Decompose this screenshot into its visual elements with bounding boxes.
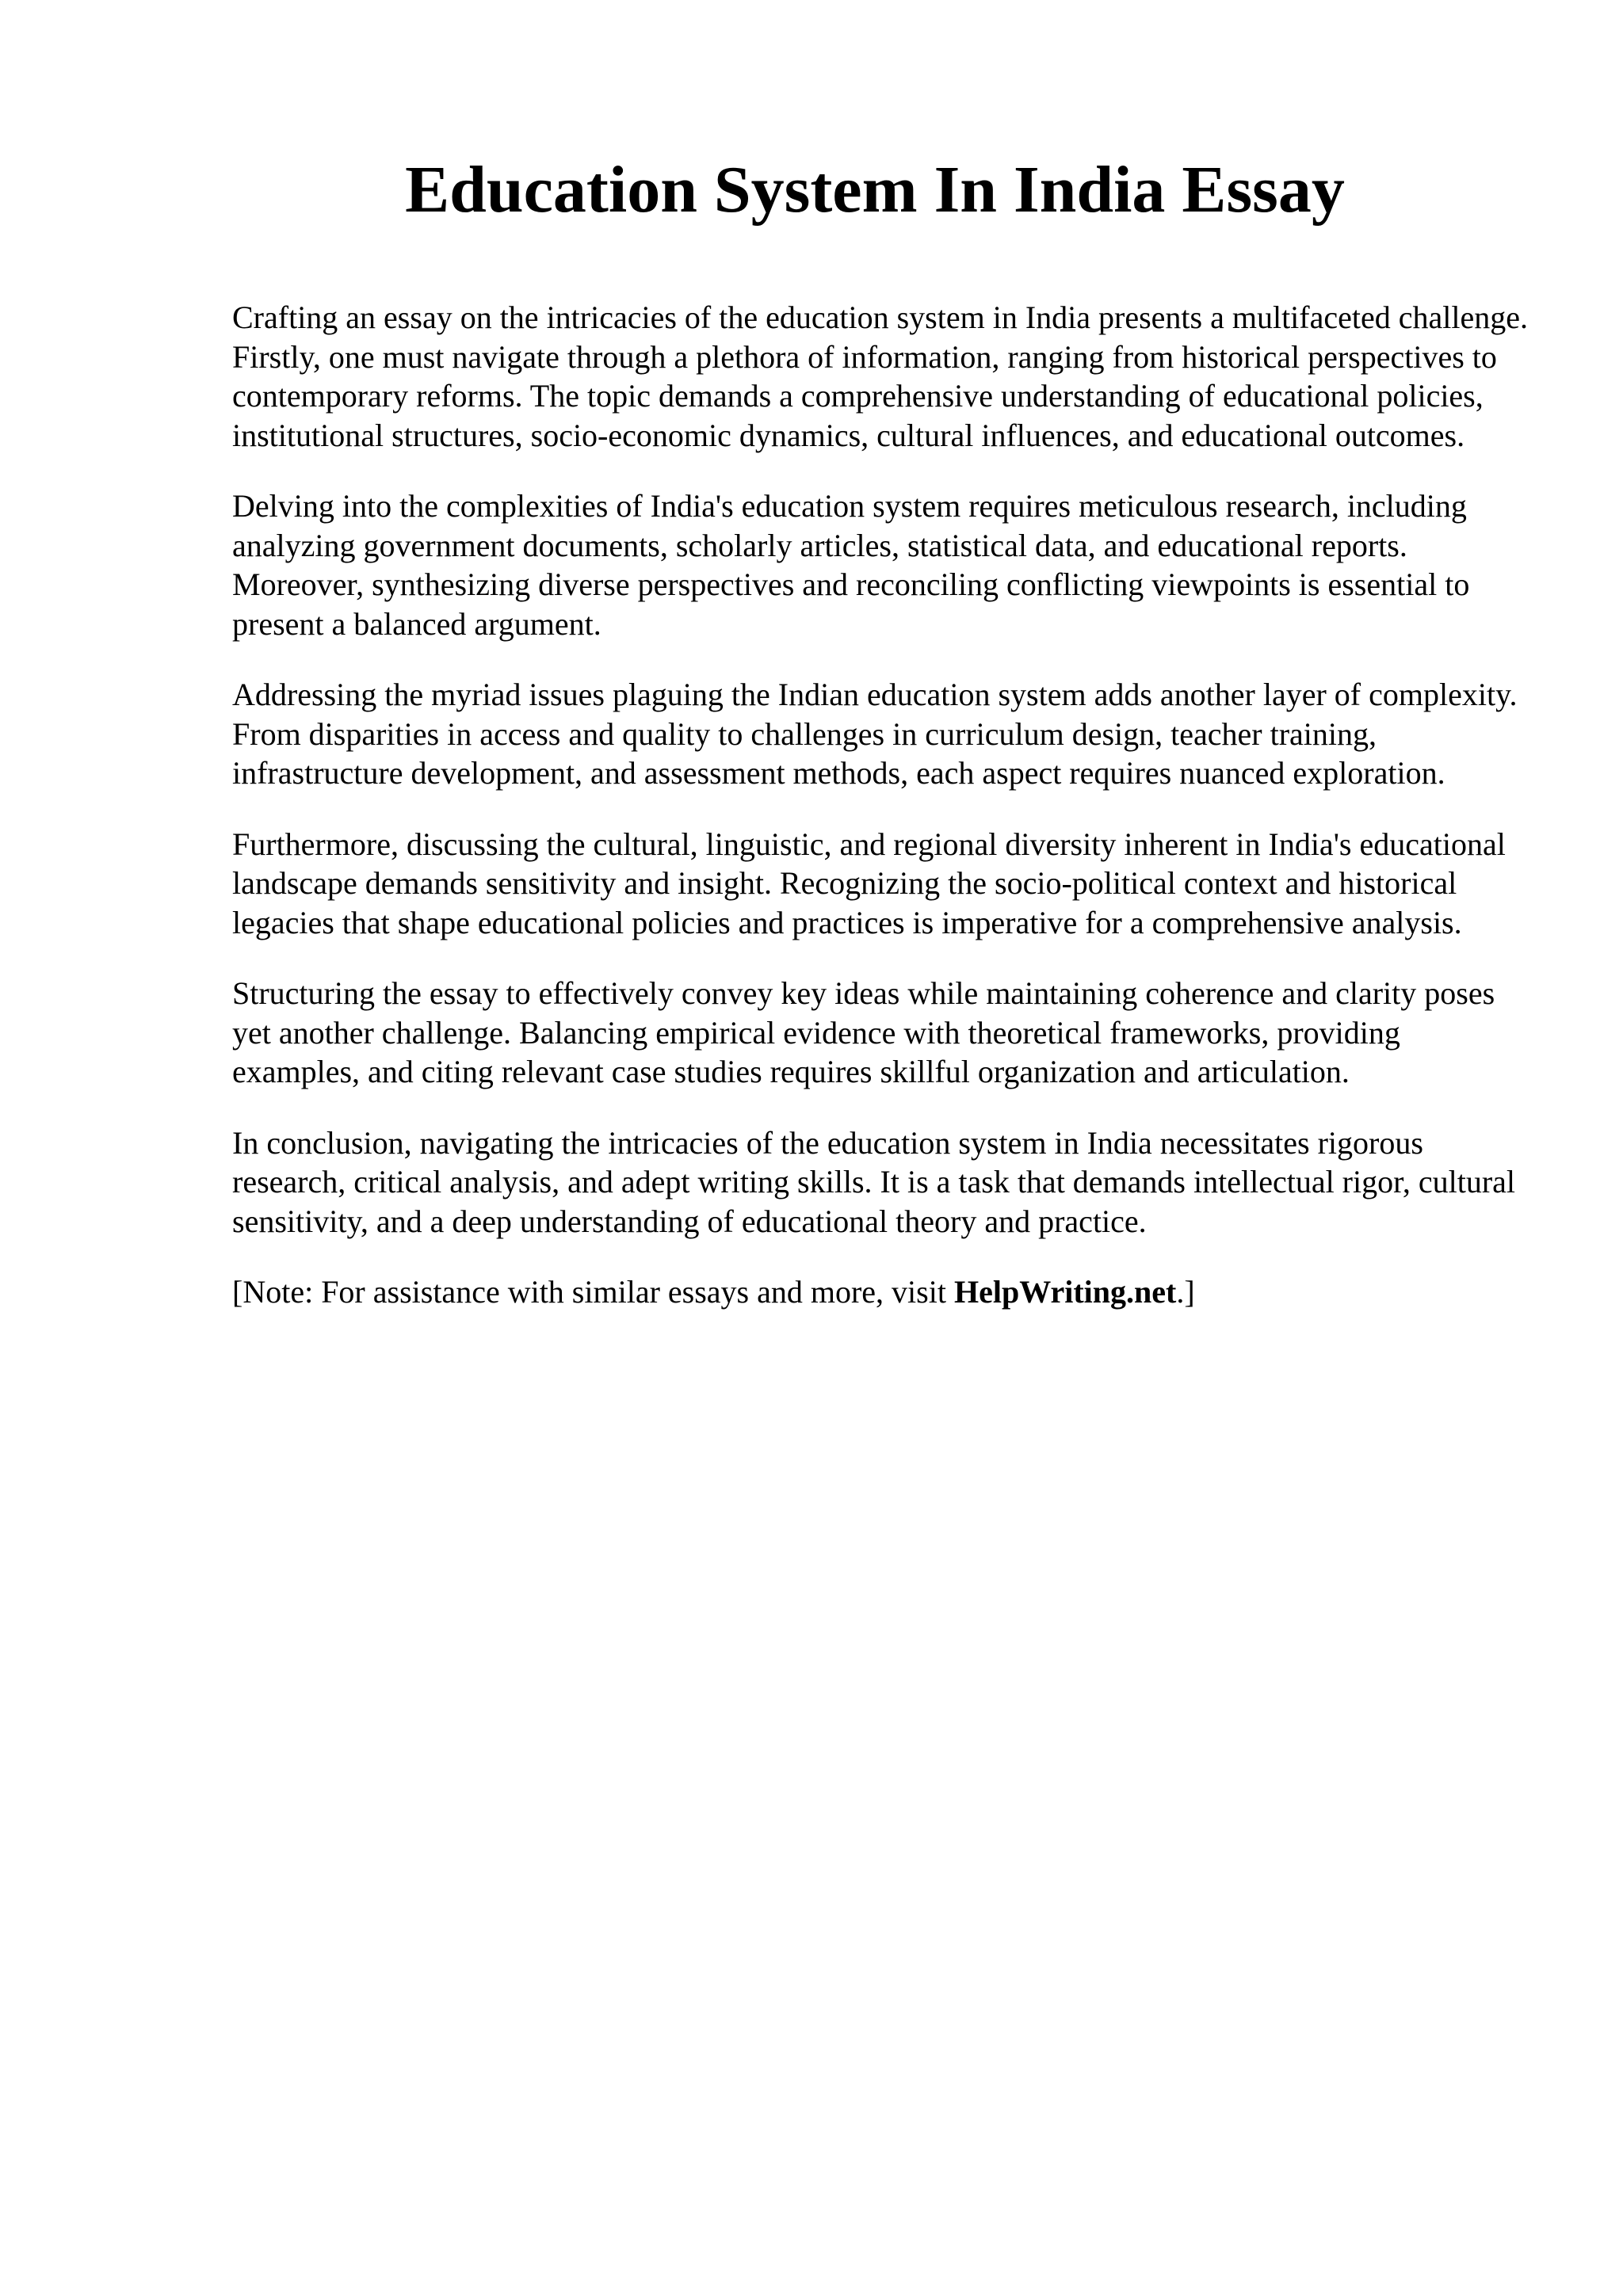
document-title: Education System In India Essay bbox=[405, 153, 1345, 227]
paragraph-2: Delving into the complexities of India's education system requires meticulous research, including analyzing government documents, scholarly articles, statistical data, and educational reports. Moreover, synthesizing diverse perspectives and reconciling conflicting viewpoints is essential to present a balanced argument. bbox=[232, 488, 1470, 642]
note-prefix: [Note: For assistance with similar essays and more, visit bbox=[232, 1274, 954, 1310]
paragraph-4: Furthermore, discussing the cultural, linguistic, and regional diversity inherent in India's educational landscape demands sensitivity and insight. Recognizing the socio-political context and historical legacies that shape educational policies and practices is imperative for a comprehensive analysis. bbox=[232, 826, 1506, 940]
note-paragraph bbox=[232, 1272, 1532, 1312]
paragraph-1: Crafting an essay on the intricacies of the education system in India presents a multifaceted challenge. Firstly, one must navigate through a plethora of information, ranging from historical perspectives to contemporary reforms. The topic demands a comprehensive understanding of educational policies, institutional structures, socio-economic dynamics, cultural influences, and educational outcomes. bbox=[232, 299, 1528, 453]
paragraph-5: Structuring the essay to effectively convey key ideas while maintaining coherence and clarity poses yet another challenge. Balancing empirical evidence with theoretical frameworks, providing examples, and citing relevant case studies requires skillful organization and articulation. bbox=[232, 975, 1495, 1089]
helpwriting-link[interactable]: HelpWriting.net bbox=[953, 1274, 1177, 1310]
note-suffix: .] bbox=[1176, 1274, 1195, 1310]
document-body bbox=[232, 298, 1532, 1344]
paragraph-3: Addressing the myriad issues plaguing the Indian education system adds another layer of complexity. From disparities in access and quality to challenges in curriculum design, teacher training, infrastructure development, and assessment methods, each aspect requires nuanced exploration. bbox=[232, 677, 1518, 791]
paragraph-6: In conclusion, navigating the intricacies of the education system in India necessitates rigorous research, critical analysis, and adept writing skills. It is a task that demands intellectual rigor, cultural sensitivity, and a deep understanding of educational theory and practice. bbox=[232, 1124, 1516, 1239]
